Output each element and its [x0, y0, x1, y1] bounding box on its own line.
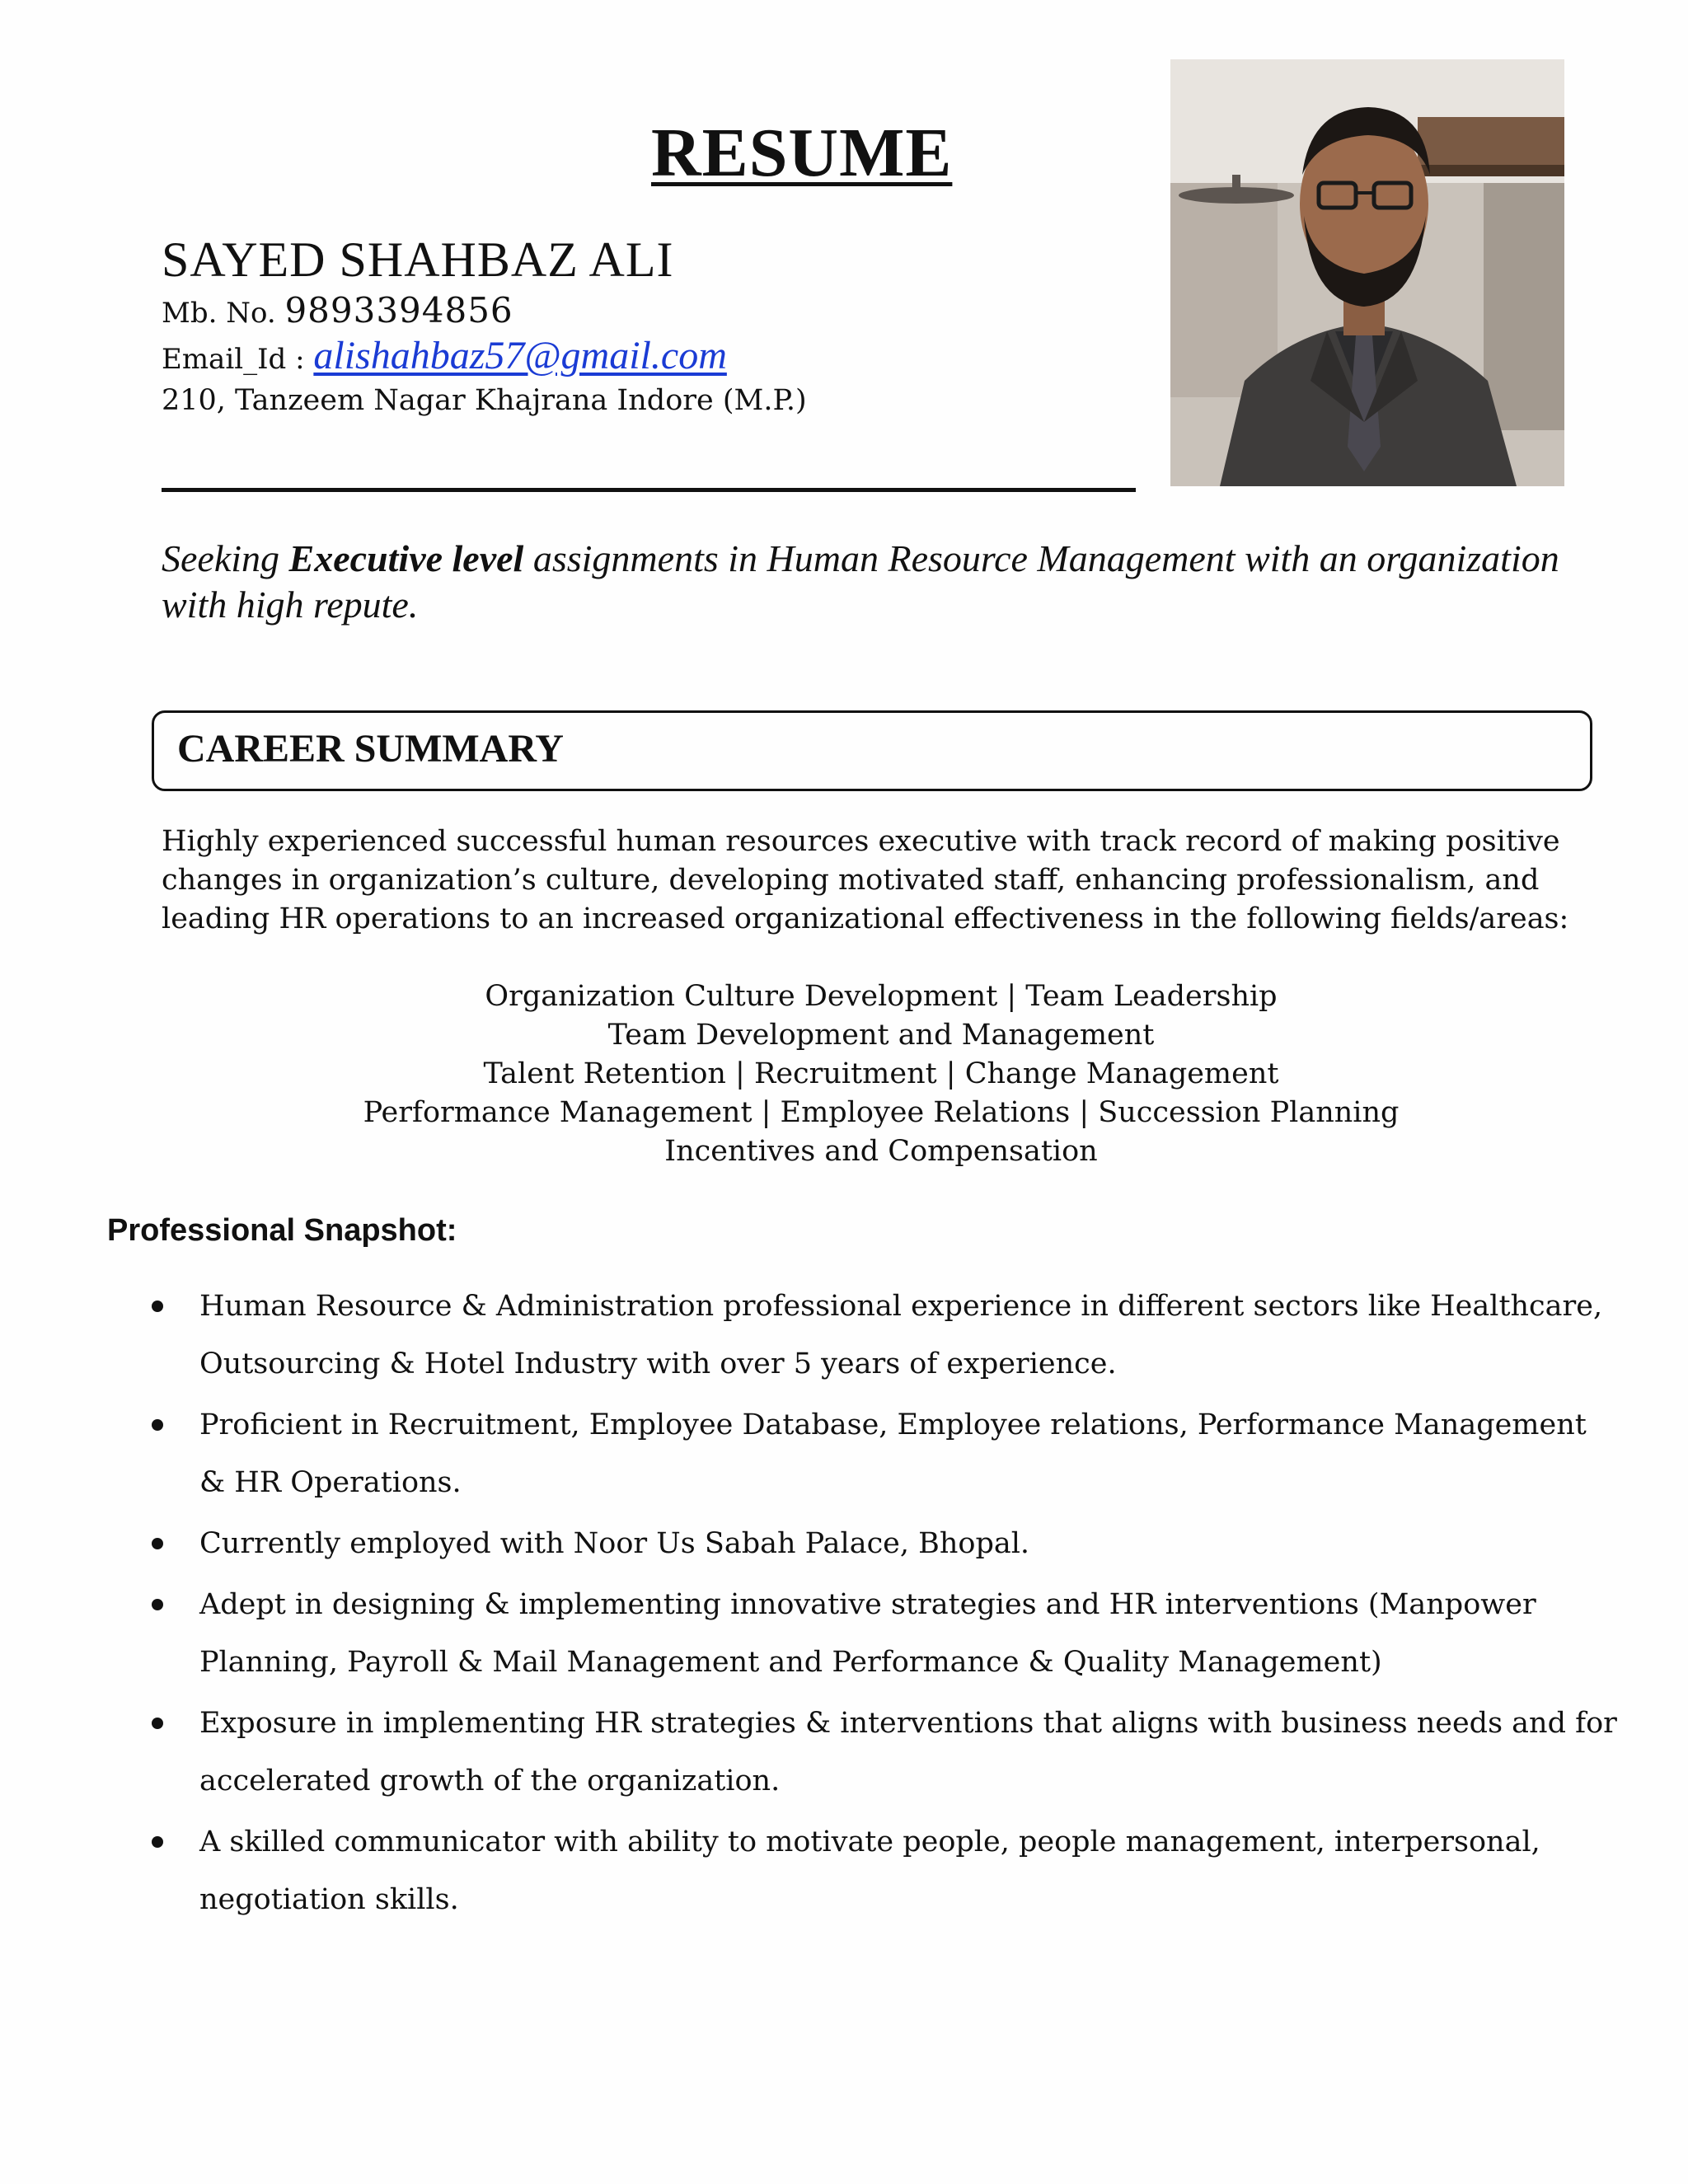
list-item-text: A skilled communicator with ability to motivate people, people management, interpersonal, negotiation skills.: [199, 1825, 1540, 1916]
focus-area-line: Performance Management | Employee Relations | Succession Planning: [363, 1096, 1400, 1129]
professional-snapshot-list: [150, 1277, 1617, 1932]
bullet-icon: [152, 1599, 163, 1610]
address: 210, Tanzeem Nagar Khajrana Indore (M.P.): [162, 384, 807, 417]
bullet-icon: [152, 1718, 163, 1729]
list-item: [150, 1396, 1617, 1511]
career-summary-text: Highly experienced successful human resources executive with track record of making positive changes in organization’s culture, developing motivated staff, enhancing professionalism, and leading HR operations to an increased organizational effectiveness in the following fields/areas:: [162, 825, 1569, 935]
objective-suffix: assignments in Human Resource Management with an organization with high repute.: [162, 537, 1559, 626]
objective-prefix: Seeking: [162, 537, 280, 579]
focus-areas: [162, 977, 1601, 1171]
focus-area-line: Talent Retention | Recruitment | Change Management: [483, 1057, 1279, 1090]
bullet-icon: [152, 1836, 163, 1848]
focus-area-line: Organization Culture Development | Team Leadership: [485, 980, 1278, 1013]
list-item-text: Exposure in implementing HR strategies & interventions that aligns with business needs and for accelerated growth of the organization.: [199, 1707, 1617, 1797]
list-item-text: Adept in designing & implementing innovative strategies and HR interventions (Manpower Planning, Payroll & Mail Management and Performance & Quality Management): [199, 1588, 1536, 1679]
bullet-icon: [152, 1419, 163, 1431]
focus-area-line: Incentives and Compensation: [664, 1135, 1098, 1168]
mobile-number: 9893394856: [284, 290, 513, 330]
career-summary-header: [152, 710, 1592, 791]
list-item-text: Proficient in Recruitment, Employee Database, Employee relations, Performance Management & HR Operations.: [199, 1408, 1587, 1499]
list-item-text: Currently employed with Noor Us Sabah Palace, Bhopal.: [199, 1527, 1030, 1560]
profile-photo: [1170, 59, 1564, 486]
professional-snapshot-heading: Professional Snapshot:: [107, 1213, 457, 1248]
mobile-line: [162, 290, 513, 334]
resume-title: RESUME: [651, 115, 953, 191]
email-link[interactable]: alishahbaz57@gmail.com: [313, 334, 727, 377]
career-summary-title: CAREER SUMMARY: [177, 727, 564, 771]
list-item: [150, 1515, 1617, 1572]
list-item: [150, 1694, 1617, 1810]
candidate-name: SAYED SHAHBAZ ALI: [162, 232, 674, 287]
list-item: [150, 1576, 1617, 1691]
career-objective: [162, 536, 1612, 628]
list-item: [150, 1277, 1617, 1393]
bullet-icon: [152, 1301, 163, 1312]
list-item-text: Human Resource & Administration professional experience in different sectors like Healthcare, Outsourcing & Hotel Industry with over 5 years of experience.: [199, 1290, 1603, 1380]
mobile-label: Mb. No.: [162, 297, 276, 330]
email-label: Email_Id :: [162, 343, 305, 376]
header-divider: [162, 488, 1136, 492]
email-line: [162, 333, 727, 382]
bullet-icon: [152, 1538, 163, 1549]
objective-bold: Executive level: [288, 537, 524, 579]
focus-area-line: Team Development and Management: [607, 1019, 1155, 1052]
list-item: [150, 1813, 1617, 1929]
